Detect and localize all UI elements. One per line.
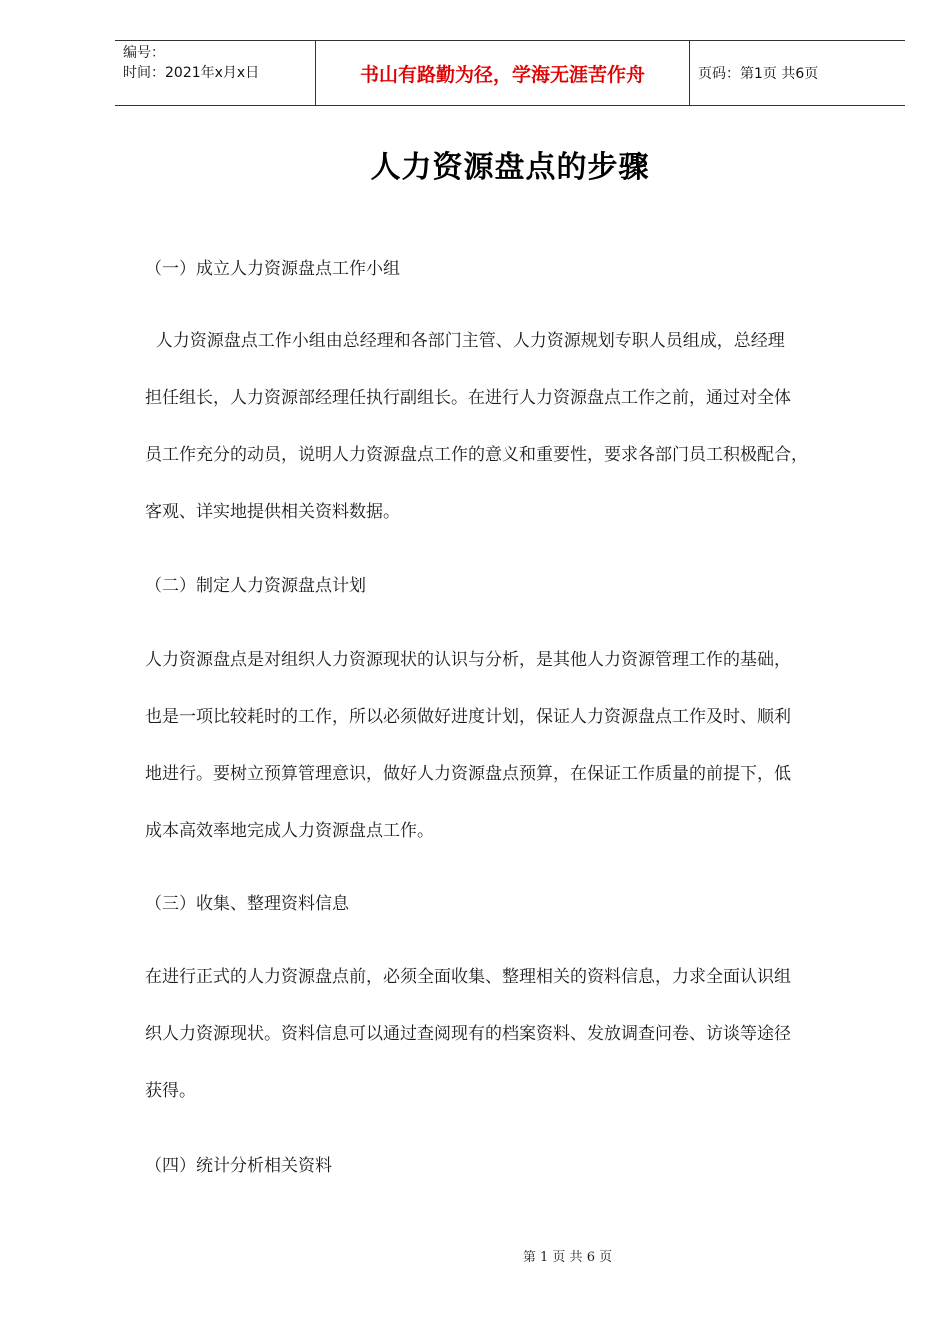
section-body-2 [145,632,895,860]
body-line: 获得。 [145,1081,196,1101]
body-line: 员工作充分的动员，说明人力资源盘点工作的意义和重要性，要求各部门员工积极配合， [145,445,808,465]
body-line: 也是一项比较耗时的工作，所以必须做好进度计划，保证人力资源盘点工作及时、顺利 [145,707,791,727]
time-label: 时间：2021年x月x日 [123,65,260,81]
header-page-info: 页码：第1页 共6页 [698,66,819,82]
header-meta-cell [115,41,316,105]
section-heading-4: （四）统计分析相关资料 [145,1156,332,1176]
body-line: 织人力资源现状。资料信息可以通过查阅现有的档案资料、发放调查问卷、访谈等途径 [145,1024,791,1044]
body-line: 客观、详实地提供相关资料数据。 [145,502,400,522]
header-motto: 书山有路勤为径，学海无涯苦作舟 [316,41,690,105]
section-heading-3: （三）收集、整理资料信息 [145,894,349,914]
body-line: 成本高效率地完成人力资源盘点工作。 [145,821,434,841]
body-line: 担任组长，人力资源部经理任执行副组长。在进行人力资源盘点工作之前，通过对全体 [145,388,791,408]
body-line: 人力资源盘点工作小组由总经理和各部门主管、人力资源规划专职人员组成，总经理 [145,331,785,351]
page-header [115,40,905,106]
section-body-3 [145,949,895,1120]
serial-label: 编号： [123,45,165,61]
document-title: 人力资源盘点的步骤 [370,150,650,185]
page-footer: 第 1 页 共 6 页 [522,1250,613,1265]
body-line: 在进行正式的人力资源盘点前，必须全面收集、整理相关的资料信息，力求全面认识组 [145,967,791,987]
body-line: 地进行。要树立预算管理意识，做好人力资源盘点预算，在保证工作质量的前提下，低 [145,764,791,784]
section-heading-1: （一）成立人力资源盘点工作小组 [145,259,400,279]
section-body-1 [145,313,895,541]
body-line: 人力资源盘点是对组织人力资源现状的认识与分析，是其他人力资源管理工作的基础， [145,650,791,670]
section-heading-2: （二）制定人力资源盘点计划 [145,576,366,596]
